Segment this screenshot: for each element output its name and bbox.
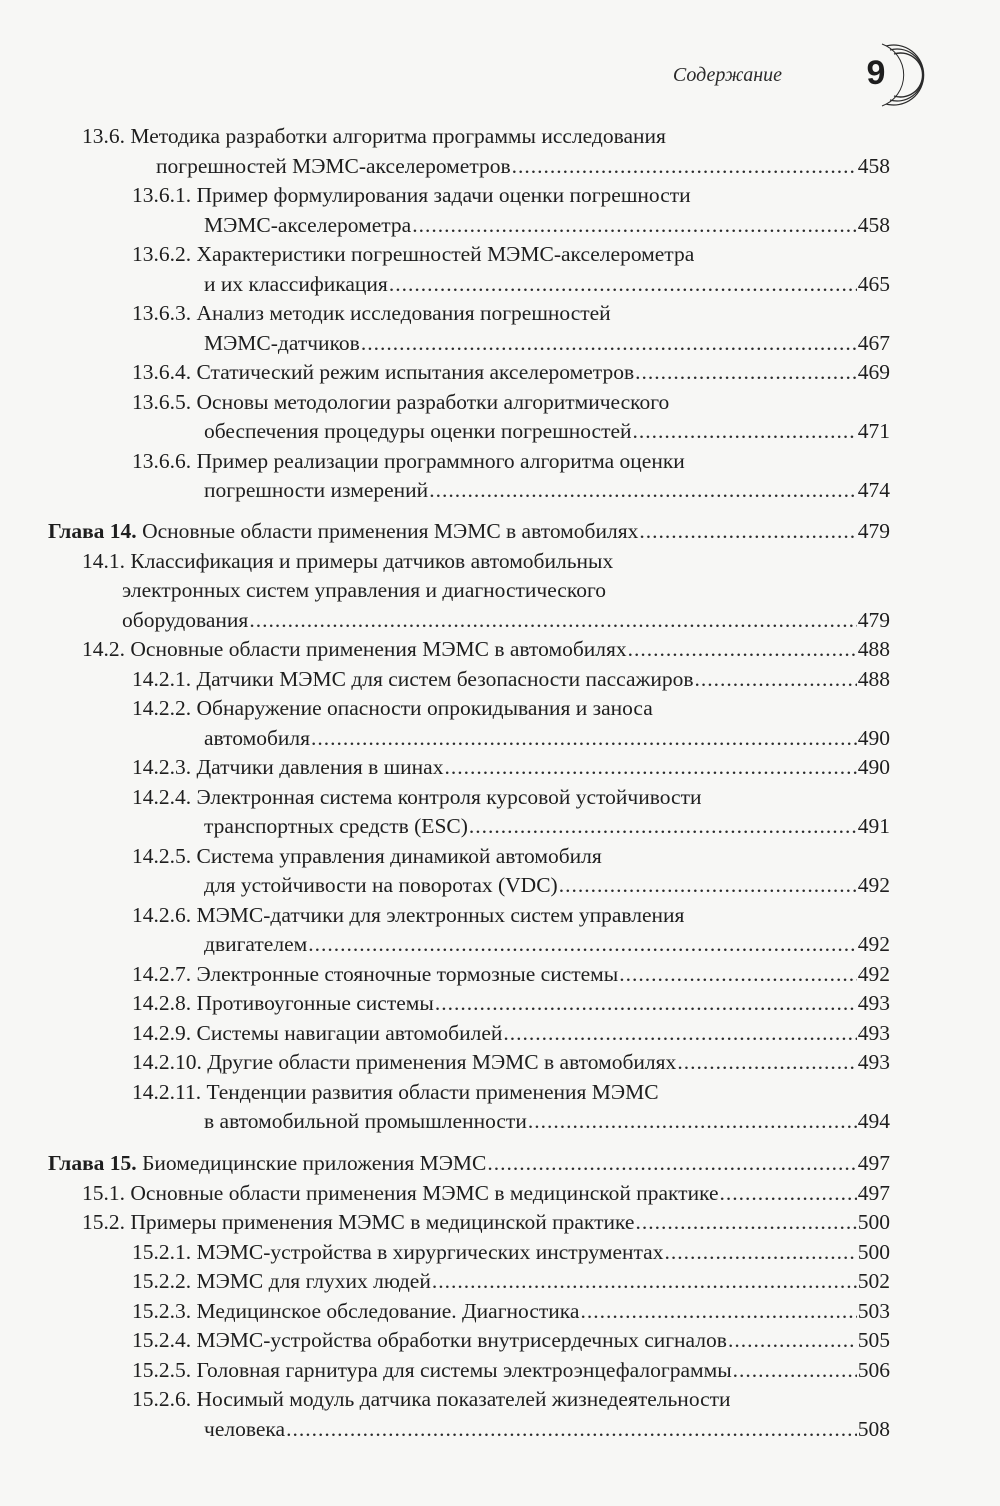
toc-entry-title: 14.2.6. МЭМС-датчики для электронных систем управления (132, 902, 685, 927)
toc-entry-page: 458 (857, 212, 890, 237)
toc-entry (132, 693, 890, 723)
dot-leader (528, 1106, 857, 1136)
toc-entry-page: 467 (857, 330, 890, 355)
toc-entry (132, 387, 890, 417)
toc-entry-title: транспортных средств (ESC) (204, 814, 468, 838)
dot-leader (720, 1178, 857, 1208)
toc-entry-page: 497 (857, 1151, 890, 1175)
toc-entry-title: 15.2.5. Головная гарнитура для системы электроэнцефалограммы (132, 1357, 732, 1382)
toc-entry-title: 13.6. Методика разработки алгоритма программы исследования (82, 124, 666, 148)
toc-entry (132, 988, 890, 1018)
toc-entry-title: 13.6.5. Основы методологии разработки алгоритмического (132, 389, 670, 414)
toc-entry-title: МЭМС-датчиков (204, 330, 360, 355)
toc-entry-page: 505 (857, 1328, 890, 1352)
toc-entry-page: 500 (857, 1239, 890, 1264)
toc-chapter-number: Глава 15. (48, 1151, 137, 1175)
toc-entry-title: 13.6.3. Анализ методик исследования погрешностей (132, 301, 611, 325)
toc-entry-title: и их классификация (204, 271, 388, 296)
toc-entry-page: 506 (857, 1357, 890, 1382)
toc-entry (132, 900, 890, 930)
toc-entry-title: 15.2.3. Медицинское обследование. Диагностика (132, 1298, 580, 1323)
toc-entry (82, 1207, 890, 1237)
toc-entry-title: 15.2.6. Носимый модуль датчика показателей жизнедеятельности (132, 1387, 731, 1411)
toc-entry (204, 811, 890, 841)
toc-entry-title: 13.6.1. Пример формулирования задачи оценки погрешности (132, 183, 691, 207)
dot-leader (429, 475, 857, 505)
dot-leader (487, 1148, 856, 1178)
toc-entry-page: 458 (857, 153, 890, 178)
toc-entry-title: МЭМС-акселерометра (204, 212, 412, 237)
dot-leader (432, 1266, 857, 1296)
dot-leader (311, 723, 857, 753)
dot-leader (728, 1325, 857, 1355)
dot-leader (469, 811, 857, 841)
toc-entry (204, 929, 890, 959)
toc-entry-page: 488 (857, 637, 890, 661)
dot-leader (639, 516, 856, 546)
toc-entry (122, 575, 890, 605)
toc-entry (204, 1106, 890, 1136)
toc-entry-title: оборудования (122, 607, 249, 632)
toc-entry (132, 239, 890, 269)
dot-leader (733, 1355, 857, 1385)
toc-entry-title: автомобиля (204, 725, 311, 750)
toc-entry-title: 14.2.2. Обнаружение опасности опрокидывания и заноса (132, 696, 653, 720)
dot-leader (308, 929, 857, 959)
toc-entry (132, 446, 890, 476)
toc-entry-page: 508 (857, 1416, 890, 1441)
page-number: 9 (866, 54, 886, 92)
toc-entry-title: 14.2.3. Датчики давления в шинах (132, 755, 444, 779)
toc-entry-page: 492 (857, 961, 890, 986)
toc-entry (132, 959, 890, 989)
toc-entry (132, 1384, 890, 1414)
toc-entry-page: 490 (857, 725, 890, 750)
dot-leader (633, 416, 857, 446)
toc-entry (204, 1414, 890, 1444)
toc-entry-page: 479 (857, 607, 890, 632)
toc-entry (132, 1018, 890, 1048)
page-number-badge (790, 40, 940, 110)
toc-entry (82, 1178, 890, 1208)
toc-entry (132, 1047, 890, 1077)
toc-entry (156, 151, 890, 181)
toc-entry-page: 465 (857, 271, 890, 296)
toc-entry (204, 210, 890, 240)
toc-entry (132, 357, 890, 387)
dot-leader (361, 328, 857, 358)
toc-entry (132, 1325, 890, 1355)
toc-entry-title: 14.2. Основные области применения МЭМС в автомобилях (82, 637, 627, 661)
dot-leader (628, 634, 857, 664)
toc-entry-page: 491 (857, 814, 890, 838)
toc-entry (132, 1355, 890, 1385)
toc-entry (204, 269, 890, 299)
toc-entry-page: 493 (857, 1020, 890, 1045)
running-header-title: Содержание (672, 64, 782, 86)
toc-entry-title: человека (204, 1416, 286, 1441)
toc-entry-title: 14.2.8. Противоугонные системы (132, 991, 434, 1015)
toc-entry-page: 502 (857, 1269, 890, 1293)
toc-entry (132, 664, 890, 694)
toc-entry (132, 1237, 890, 1267)
toc-entry (204, 870, 890, 900)
toc-entry-title: 13.6.6. Пример реализации программного алгоритма оценки (132, 448, 685, 473)
toc-entry-title: 15.1. Основные области применения МЭМС в медицинской практике (82, 1180, 719, 1205)
toc-entry-page: 494 (857, 1109, 890, 1133)
toc-entry-title: в автомобильной промышленности (204, 1109, 527, 1133)
dot-leader (619, 959, 857, 989)
toc-entry-title: 13.6.4. Статический режим испытания акселерометров (132, 360, 635, 384)
dot-leader (664, 1237, 856, 1267)
toc-entry-page: 503 (857, 1298, 890, 1323)
toc-entry (132, 1077, 890, 1107)
dot-leader (559, 870, 857, 900)
toc-entry-title: 13.6.2. Характеристики погрешностей МЭМС-акселерометра (132, 242, 695, 266)
toc-entry (82, 634, 890, 664)
toc-entry-title: для устойчивости на поворотах (VDC) (204, 873, 558, 897)
toc-entry-page: 469 (857, 360, 890, 384)
running-header (540, 40, 940, 110)
toc-entry (132, 180, 890, 210)
toc-entry-page: 493 (857, 991, 890, 1015)
toc-entry-title: 14.2.1. Датчики МЭМС для систем безопасности пассажиров (132, 666, 694, 691)
toc-entry (132, 841, 890, 871)
dot-leader (249, 605, 856, 635)
toc-entry-page: 488 (857, 666, 890, 691)
toc-entry-page: 471 (857, 419, 890, 443)
toc-entry (82, 121, 890, 151)
toc-entry-title: 14.2.7. Электронные стояночные тормозные системы (132, 961, 619, 986)
toc-entry (132, 1296, 890, 1326)
dot-leader (580, 1296, 856, 1326)
toc-entry (132, 752, 890, 782)
toc-entry-page: 497 (857, 1180, 890, 1205)
dot-leader (412, 210, 857, 240)
dot-leader (635, 1207, 856, 1237)
toc-entry (204, 475, 890, 505)
toc-entry-title: двигателем (204, 932, 308, 956)
toc-entry (204, 328, 890, 358)
toc-entry (204, 723, 890, 753)
toc-entry-title: Биомедицинские приложения МЭМС (136, 1151, 487, 1175)
toc-entry-title: 15.2.1. МЭМС-устройства в хирургических инструментах (132, 1239, 664, 1264)
toc-entry-title: Основные области применения МЭМС в автомобилях (136, 519, 639, 543)
toc-entry-page: 492 (857, 932, 890, 956)
toc-entry-page: 479 (857, 519, 890, 543)
toc-chapter-number: Глава 14. (48, 519, 137, 543)
toc-entry-title: 14.2.9. Системы навигации автомобилей (132, 1020, 503, 1045)
dot-leader (444, 752, 856, 782)
toc-entry (122, 605, 890, 635)
toc-entry-page: 493 (857, 1050, 890, 1074)
dot-leader (635, 357, 857, 387)
toc-entry-title: электронных систем управления и диагностического (122, 578, 606, 602)
toc-entry-title: погрешности измерений (204, 478, 429, 502)
toc-entry-title: 14.1. Классификация и примеры датчиков автомобильных (82, 548, 614, 573)
toc-entry-title: 15.2.2. МЭМС для глухих людей (132, 1269, 431, 1293)
dot-leader (503, 1018, 856, 1048)
toc-entry (132, 1266, 890, 1296)
toc-entry-title: 15.2.4. МЭМС-устройства обработки внутрисердечных сигналов (132, 1328, 727, 1352)
toc-entry-page: 490 (857, 755, 890, 779)
toc-entry-title: 14.2.5. Система управления динамикой автомобиля (132, 843, 602, 868)
dot-leader (677, 1047, 856, 1077)
toc-entry-title: погрешностей МЭМС-акселерометров (156, 153, 511, 178)
dot-leader (435, 988, 857, 1018)
dot-leader (389, 269, 857, 299)
toc-entry-page: 500 (857, 1210, 890, 1234)
toc-entry-title: 15.2. Примеры применения МЭМС в медицинской практике (82, 1210, 635, 1234)
toc-entry (204, 416, 890, 446)
toc-entry (82, 546, 890, 576)
toc-entry-title: 14.2.4. Электронная система контроля курсовой устойчивости (132, 784, 702, 809)
toc-entry-page: 474 (857, 478, 890, 502)
toc-entry-title: 14.2.10. Другие области применения МЭМС в автомобилях (132, 1050, 677, 1074)
dot-leader (695, 664, 857, 694)
dot-leader (512, 151, 857, 181)
toc-chapter (48, 516, 890, 546)
toc-entry-title: 14.2.11. Тенденции развития области применения МЭМС (132, 1079, 659, 1104)
toc-entry (132, 298, 890, 328)
toc-entry (132, 782, 890, 812)
dot-leader (286, 1414, 857, 1444)
toc-entry-title: обеспечения процедуры оценки погрешностей (204, 419, 632, 443)
toc-entry-page: 492 (857, 873, 890, 897)
toc-chapter (48, 1148, 890, 1178)
